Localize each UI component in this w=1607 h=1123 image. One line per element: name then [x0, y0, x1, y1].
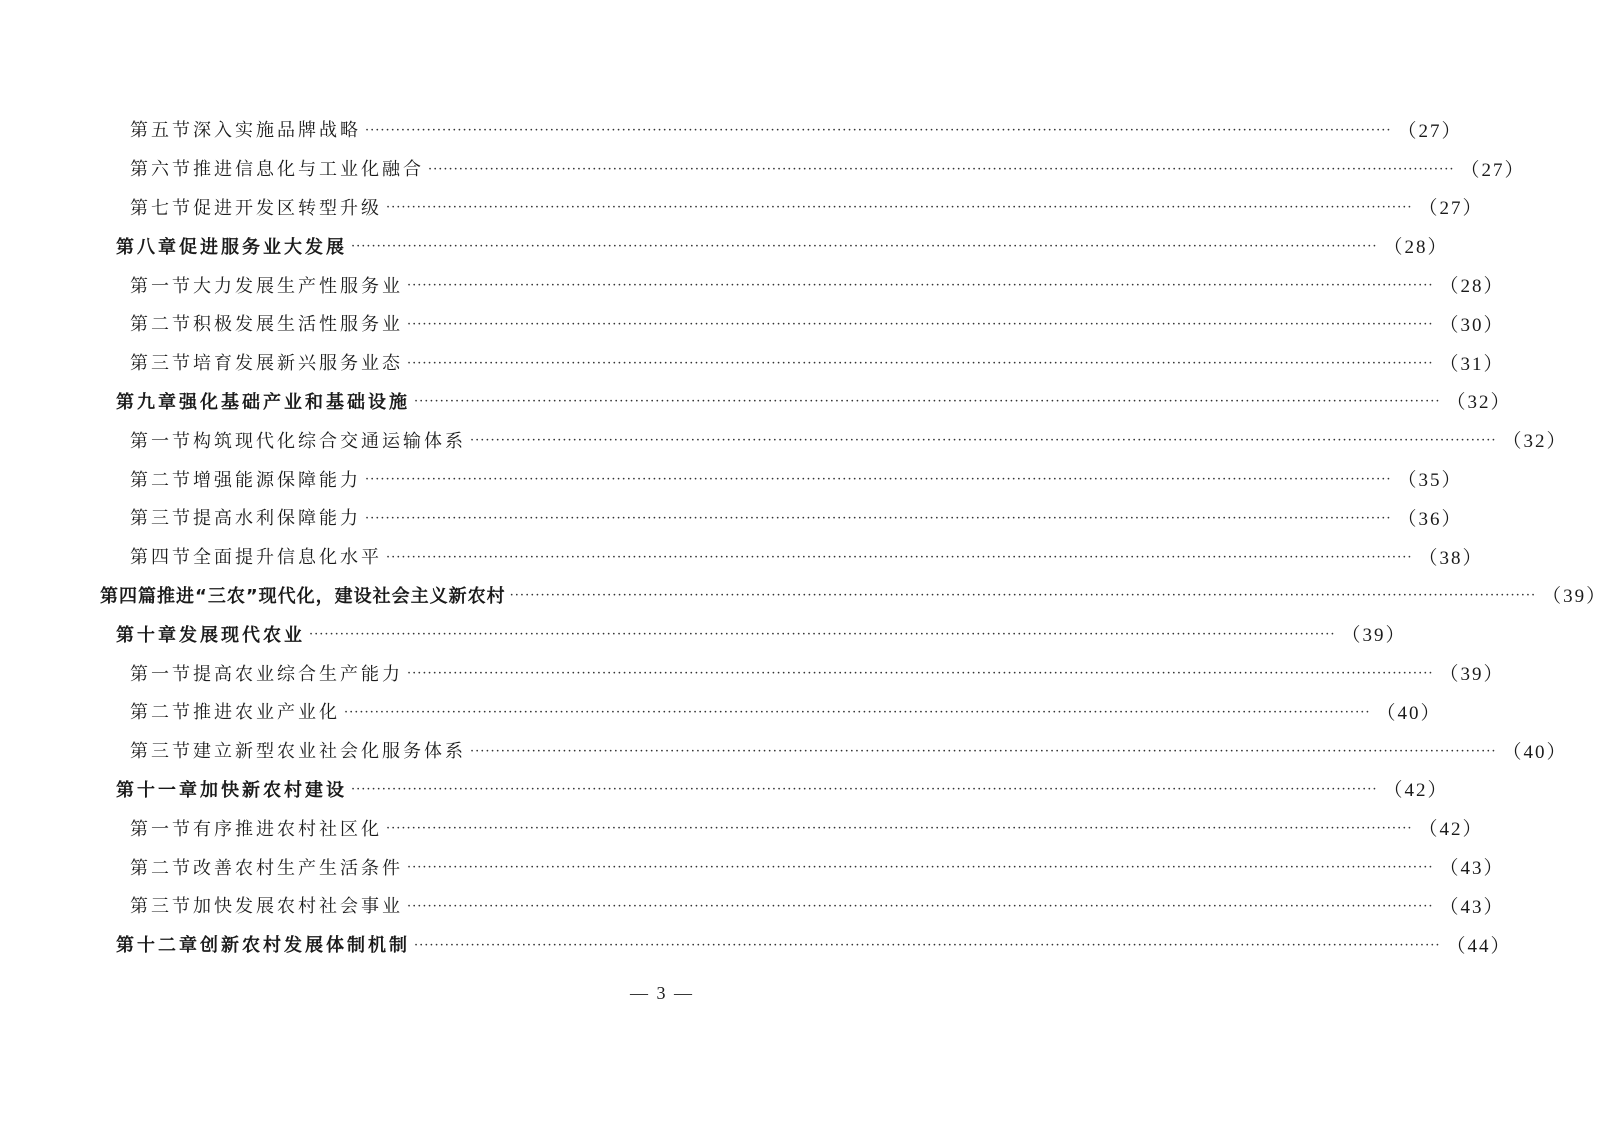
- toc-entry-title: 提高农业综合生产能力: [193, 663, 403, 685]
- toc-entry-page: （39）: [1341, 625, 1407, 647]
- toc-entry-title: 推进“三农”现代化，建设社会主义新农村: [157, 585, 506, 607]
- toc-entry-number: 第一节: [130, 275, 193, 297]
- toc-entry-page: （27）: [1460, 159, 1526, 181]
- toc-entry-number: 第三节: [130, 353, 193, 375]
- dot-leader: ········································································································································································································: [509, 588, 1537, 604]
- toc-entry-section: [0, 537, 1484, 576]
- toc-entry-title: 促进服务业大发展: [179, 236, 347, 258]
- dot-leader: ········································································································································································································: [386, 821, 1413, 837]
- dot-leader: ········································································································································································································: [365, 122, 1392, 138]
- dot-leader: ········································································································································································································: [386, 200, 1413, 216]
- toc-entry-title: 推进信息化与工业化融合: [193, 159, 424, 181]
- toc-entry-page: （38）: [1418, 547, 1484, 569]
- toc-entry-section: [0, 420, 1568, 459]
- toc-entry-number: 第三节: [130, 896, 193, 918]
- dot-leader: ········································································································································································································: [470, 433, 1497, 449]
- dot-leader: ········································································································································································································: [407, 278, 1434, 294]
- toc-entry-page: （27）: [1418, 198, 1484, 220]
- dot-leader: ········································································································································································································: [344, 704, 1371, 720]
- toc-entry-section: [0, 149, 1526, 188]
- toc-entry-page: （39）: [1439, 664, 1505, 686]
- toc-entry-page: （30）: [1439, 314, 1505, 336]
- toc-entry-section: [0, 847, 1505, 886]
- toc-entry-title: 创新农村发展体制机制: [200, 935, 410, 957]
- toc-entry-title: 提高水利保障能力: [193, 508, 361, 530]
- toc-entry-title: 培育发展新兴服务业态: [193, 353, 403, 375]
- toc-entry-number: 第十一章: [116, 779, 200, 801]
- toc-entry-number: 第九章: [116, 391, 179, 413]
- dot-leader: ········································································································································································································: [309, 627, 1336, 643]
- toc-entry-chapter: [0, 770, 1449, 809]
- toc-entry-section: [0, 498, 1463, 537]
- toc-entry-title: 发展现代农业: [179, 624, 305, 646]
- toc-entry-number: 第三节: [130, 741, 193, 763]
- dot-leader: ········································································································································································································: [414, 394, 1441, 410]
- toc-entry-section: [0, 808, 1484, 847]
- toc-entry-section: [0, 265, 1505, 304]
- toc-entry-page: （32）: [1446, 392, 1512, 414]
- toc-entry-page: （42）: [1383, 780, 1449, 802]
- toc-entry-chapter: [0, 382, 1512, 421]
- table-of-contents: [0, 110, 1607, 964]
- toc-entry-section: [0, 886, 1505, 925]
- toc-entry-section: [0, 692, 1442, 731]
- dot-leader: ········································································································································································································: [407, 355, 1434, 371]
- dot-leader: ········································································································································································································: [414, 937, 1441, 953]
- toc-entry-page: （40）: [1502, 741, 1568, 763]
- toc-entry-section: [0, 459, 1463, 498]
- toc-entry-chapter: [0, 925, 1512, 964]
- toc-entry-section: [0, 110, 1463, 149]
- dot-leader: ········································································································································································································: [428, 161, 1455, 177]
- toc-entry-section: [0, 731, 1568, 770]
- toc-entry-page: （35）: [1397, 470, 1463, 492]
- dot-leader: ········································································································································································································: [365, 510, 1392, 526]
- toc-entry-number: 第五节: [130, 120, 193, 142]
- toc-entry-number: 第四节: [130, 547, 193, 569]
- toc-entry-chapter: [0, 226, 1449, 265]
- toc-entry-number: 第二节: [130, 857, 193, 879]
- toc-entry-section: [0, 343, 1505, 382]
- toc-entry-title: 有序推进农村社区化: [193, 818, 382, 840]
- toc-entry-number: 第一节: [130, 663, 193, 685]
- toc-entry-page: （39）: [1542, 586, 1607, 608]
- toc-entry-title: 增强能源保障能力: [193, 469, 361, 491]
- toc-entry-number: 第七节: [130, 197, 193, 219]
- toc-entry-number: 第一节: [130, 430, 193, 452]
- toc-entry-page: （28）: [1383, 237, 1449, 259]
- toc-entry-page: （42）: [1418, 819, 1484, 841]
- toc-entry-title: 加快新农村建设: [200, 779, 347, 801]
- toc-entry-title: 强化基础产业和基础设施: [179, 391, 410, 413]
- toc-entry-page: （32）: [1502, 431, 1568, 453]
- toc-entry-title: 建立新型农业社会化服务体系: [193, 741, 466, 763]
- toc-entry-title: 全面提升信息化水平: [193, 547, 382, 569]
- toc-entry-section: [0, 653, 1505, 692]
- toc-entry-title: 加快发展农村社会事业: [193, 896, 403, 918]
- toc-entry-part: [0, 576, 1607, 615]
- dot-leader: ········································································································································································································: [407, 898, 1434, 914]
- toc-entry-page: （44）: [1446, 935, 1512, 957]
- toc-entry-number: 第二节: [130, 314, 193, 336]
- dot-leader: ········································································································································································································: [386, 549, 1413, 565]
- toc-entry-number: 第三节: [130, 508, 193, 530]
- toc-entry-title: 积极发展生活性服务业: [193, 314, 403, 336]
- toc-entry-page: （27）: [1397, 120, 1463, 142]
- toc-entry-number: 第八章: [116, 236, 179, 258]
- toc-entry-number: 第二节: [130, 702, 193, 724]
- toc-entry-chapter: [0, 614, 1407, 653]
- toc-entry-number: 第十章: [116, 624, 179, 646]
- dot-leader: ········································································································································································································: [407, 316, 1434, 332]
- toc-entry-page: （31）: [1439, 353, 1505, 375]
- toc-entry-section: [0, 304, 1505, 343]
- dot-leader: ········································································································································································································: [470, 743, 1497, 759]
- dot-leader: ········································································································································································································: [407, 860, 1434, 876]
- toc-entry-title: 大力发展生产性服务业: [193, 275, 403, 297]
- toc-entry-title: 促进开发区转型升级: [193, 197, 382, 219]
- dot-leader: ········································································································································································································: [407, 666, 1434, 682]
- toc-entry-number: 第四篇: [100, 585, 157, 607]
- toc-entry-number: 第一节: [130, 818, 193, 840]
- toc-entry-number: 第六节: [130, 159, 193, 181]
- dot-leader: ········································································································································································································: [365, 472, 1392, 488]
- toc-entry-title: 深入实施品牌战略: [193, 120, 361, 142]
- dot-leader: ········································································································································································································: [351, 239, 1378, 255]
- toc-entry-title: 构筑现代化综合交通运输体系: [193, 430, 466, 452]
- toc-entry-section: [0, 188, 1484, 227]
- toc-entry-page: （36）: [1397, 508, 1463, 530]
- toc-entry-page: （40）: [1376, 702, 1442, 724]
- toc-entry-title: 推进农业产业化: [193, 702, 340, 724]
- toc-entry-page: （43）: [1439, 896, 1505, 918]
- toc-entry-page: （43）: [1439, 858, 1505, 880]
- page-number: — 3 —: [630, 983, 694, 1003]
- toc-entry-title: 改善农村生产生活条件: [193, 857, 403, 879]
- toc-entry-number: 第十二章: [116, 935, 200, 957]
- toc-entry-number: 第二节: [130, 469, 193, 491]
- toc-entry-page: （28）: [1439, 276, 1505, 298]
- dot-leader: ········································································································································································································: [351, 782, 1378, 798]
